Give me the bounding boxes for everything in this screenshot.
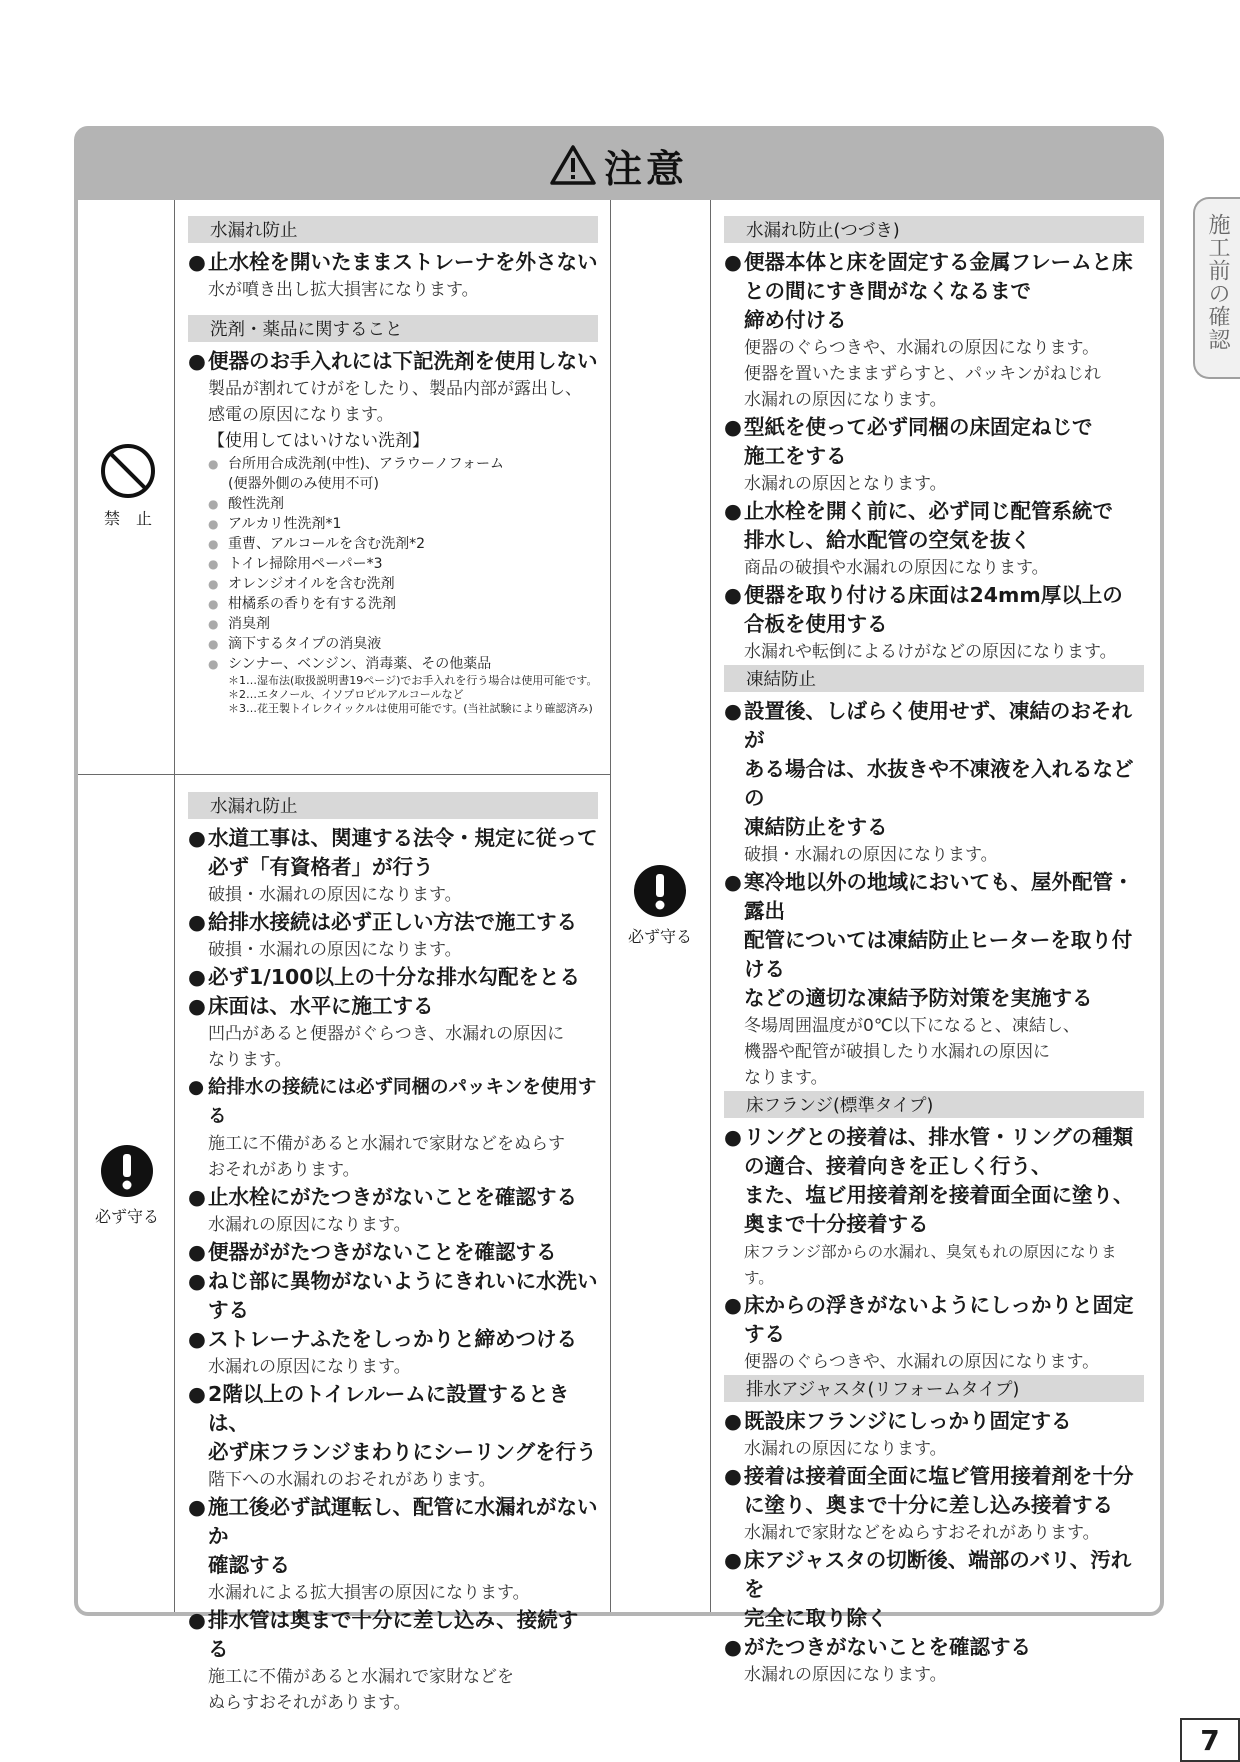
- caution-note: 商品の破損や水漏れの原因になります。: [744, 558, 1049, 578]
- section-tab-label: 施工前の確認: [1205, 213, 1230, 351]
- list-title: 【使用してはいけない洗剤】: [208, 431, 429, 451]
- caution-note: 感電の原因になります。: [208, 405, 394, 425]
- exclamation-icon: [633, 864, 687, 918]
- caution-item: ● 水道工事は、関連する法令・規定に従って: [188, 826, 598, 850]
- caution-item: ● 2階以上のトイレルームに設置するときは、: [188, 1382, 570, 1435]
- caution-note: 水漏れの原因になります。: [744, 390, 947, 410]
- caution-note: 便器のぐらつきや、水漏れの原因になります。: [744, 338, 1100, 358]
- list-item: ● トイレ掃除用ペーパー*3: [208, 556, 383, 572]
- caution-note: 施工に不備があると水漏れで家財などを: [208, 1667, 514, 1687]
- caution-note: 製品が割れてけがをしたり、製品内部が露出し、: [208, 379, 582, 399]
- section-heading: 水漏れ防止(つづき): [724, 216, 1144, 243]
- caution-note: 水漏れの原因になります。: [208, 1215, 411, 1235]
- caution-item: ● 床アジャスタの切断後、端部のバリ、汚れを: [724, 1548, 1132, 1601]
- caution-note: なります。: [208, 1050, 292, 1070]
- footnote: ＊2…エタノール、イソプロピルアルコールなど: [228, 688, 464, 701]
- caution-item: 奥まで十分接着する: [744, 1212, 929, 1236]
- caution-note: 施工に不備があると水漏れで家財などをぬらす: [208, 1134, 565, 1154]
- caution-item: 必ず床フランジまわりにシーリングを行う: [208, 1440, 597, 1464]
- list-item: ● シンナー、ベンジン、消毒薬、その他薬品: [208, 656, 492, 672]
- caution-note: ぬらすおそれがあります。: [208, 1693, 411, 1713]
- section-heading: 水漏れ防止: [188, 216, 598, 243]
- caution-note: 水漏れの原因となります。: [744, 474, 947, 494]
- prohibit-label: 禁 止: [103, 509, 152, 528]
- list-item: ● 台所用合成洗剤(中性)、アラウーノフォーム: [208, 456, 504, 472]
- caution-item: ● 床からの浮きがないようにしっかりと固定する: [724, 1293, 1134, 1346]
- divider: [78, 774, 611, 775]
- caution-item: ● 止水栓を開く前に、必ず同じ配管系統で: [724, 499, 1113, 523]
- section-heading: 水漏れ防止: [188, 792, 598, 819]
- section-tab: [1193, 197, 1240, 379]
- caution-item: ● 便器ががたつきがないことを確認する: [188, 1240, 557, 1264]
- caution-item: ● 給排水の接続には必ず同梱のパッキンを使用する: [188, 1077, 597, 1127]
- list-item: ● 酸性洗剤: [208, 496, 284, 512]
- caution-note: 破損・水漏れの原因になります。: [208, 940, 462, 960]
- divider: [710, 200, 711, 1612]
- caution-note: 水漏れの原因になります。: [744, 1665, 947, 1685]
- caution-note: 破損・水漏れの原因になります。: [744, 845, 998, 865]
- caution-item: ● ストレーナふたをしっかりと締めつける: [188, 1327, 577, 1351]
- left-bottom-section: [188, 792, 598, 1716]
- mandatory-label: 必ず守る: [627, 927, 692, 946]
- mandatory-block: [615, 864, 705, 947]
- caution-item: などの適切な凍結予防対策を実施する: [744, 986, 1093, 1010]
- caution-item: に塗り、奥まで十分に差し込み接着する: [744, 1493, 1113, 1517]
- caution-item: の適合、接着向きを正しく行う、: [744, 1154, 1052, 1178]
- prohibit-icon: [99, 442, 157, 500]
- panel-title: 注意: [603, 146, 688, 191]
- caution-item: 完全に取り除く: [744, 1606, 888, 1630]
- caution-note: おそれがあります。: [208, 1160, 360, 1180]
- caution-item: ● 給排水接続は必ず正しい方法で施工する: [188, 910, 577, 934]
- exclamation-icon: [100, 1144, 154, 1198]
- caution-item: ● 便器を取り付ける床面は24mm厚以上の: [724, 583, 1123, 607]
- caution-note: 便器を置いたままずらすと、パッキンがねじれ: [744, 364, 1101, 384]
- caution-note: 凹凸があると便器がぐらつき、水漏れの原因に: [208, 1024, 565, 1044]
- caution-item: ● 接着は接着面全面に塩ビ管用接着剤を十分: [724, 1464, 1134, 1488]
- list-item: ● 柑橘系の香りを有する洗剤: [208, 596, 396, 612]
- caution-item: ● がたつきがないことを確認する: [724, 1635, 1031, 1659]
- caution-item: 締め付ける: [744, 308, 847, 332]
- footnote: ＊3…花王製トイレクイックルは使用可能です。(当社試験により確認済み): [228, 702, 593, 715]
- caution-note: 水漏れの原因になります。: [208, 1357, 411, 1377]
- caution-note: 機器や配管が破損したり水漏れの原因に: [744, 1042, 1050, 1062]
- mandatory-label: 必ず守る: [94, 1207, 159, 1226]
- caution-item: ● 便器本体と床を固定する金属フレームと床: [724, 250, 1133, 274]
- caution-item: ● 既設床フランジにしっかり固定する: [724, 1409, 1072, 1433]
- caution-note: 冬場周囲温度が0℃以下になると、凍結し、: [744, 1016, 1080, 1036]
- list-item: ● 重曹、アルコールを含む洗剤*2: [208, 536, 426, 552]
- caution-item: ● 床面は、水平に施工する: [188, 994, 434, 1018]
- caution-item: ● 排水管は奥まで十分に差し込み、接続する: [188, 1608, 579, 1661]
- caution-note: 水漏れによる拡大損害の原因になります。: [208, 1583, 530, 1603]
- list-item: ● アルカリ性洗剤*1: [208, 516, 342, 532]
- right-section: [724, 216, 1144, 1688]
- panel-header: [78, 130, 1160, 200]
- caution-item: ● 施工後必ず試運転し、配管に水漏れがないか: [188, 1495, 598, 1548]
- caution-item: 凍結防止をする: [744, 815, 888, 839]
- caution-item: ● 便器のお手入れには下記洗剤を使用しない: [188, 349, 598, 373]
- list-item: (便器外側のみ使用不可): [228, 476, 379, 492]
- section-heading: 排水アジャスタ(リフォームタイプ): [724, 1375, 1144, 1402]
- caution-note: 床フランジ部からの水漏れ、臭気もれの原因になります。: [744, 1243, 1117, 1287]
- page-number: 7: [1180, 1718, 1240, 1762]
- list-item: ● オレンジオイルを含む洗剤: [208, 576, 395, 592]
- caution-panel: [74, 126, 1164, 1713]
- caution-item: 確認する: [208, 1553, 290, 1577]
- left-top-section: [188, 216, 598, 716]
- caution-item: 配管については凍結防止ヒーターを取り付ける: [744, 928, 1133, 981]
- caution-item: ● ねじ部に異物がないようにきれいに水洗いする: [188, 1269, 598, 1322]
- caution-note: 水漏れや転倒によるけがなどの原因になります。: [744, 642, 1117, 662]
- caution-note: 便器のぐらつきや、水漏れの原因になります。: [744, 1352, 1100, 1372]
- caution-item: ある場合は、水抜きや不凍液を入れるなどの: [744, 757, 1134, 810]
- caution-item: 排水し、給水配管の空気を抜く: [744, 528, 1031, 552]
- caution-note: 破損・水漏れの原因になります。: [208, 885, 462, 905]
- caution-item: ● 必ず1/100以上の十分な排水勾配をとる: [188, 965, 581, 989]
- caution-item: また、塩ビ用接着剤を接着面全面に塗り、: [744, 1183, 1134, 1207]
- divider: [174, 200, 175, 1612]
- section-heading: 洗剤・薬品に関すること: [188, 315, 598, 342]
- section-heading: 凍結防止: [724, 665, 1144, 692]
- footnote: ＊1…湿布法(取扱説明書19ページ)でお手入れを行う場合は使用可能です。: [228, 674, 598, 687]
- warning-triangle-icon: [550, 144, 596, 186]
- caution-item: ● 止水栓にがたつきがないことを確認する: [188, 1185, 577, 1209]
- caution-item: ● 設置後、しばらく使用せず、凍結のおそれが: [724, 699, 1132, 752]
- caution-note: 水漏れの原因になります。: [744, 1439, 947, 1459]
- list-item: ● 滴下するタイプの消臭液: [208, 636, 382, 652]
- caution-item: 合板を使用する: [744, 612, 888, 636]
- caution-note: 水漏れで家財などをぬらすおそれがあります。: [744, 1523, 1100, 1543]
- caution-note: なります。: [744, 1068, 828, 1088]
- caution-item: ● リングとの接着は、排水管・リングの種類: [724, 1125, 1134, 1149]
- caution-item: ● 型紙を使って必ず同梱の床固定ねじで: [724, 415, 1093, 439]
- section-heading: 床フランジ(標準タイプ): [724, 1091, 1144, 1118]
- caution-item: との間にすき間がなくなるまで: [744, 279, 1031, 303]
- caution-item: 施工をする: [744, 444, 847, 468]
- mandatory-block: [84, 1144, 170, 1227]
- prohibit-block: [98, 442, 158, 529]
- list-item: ● 消臭剤: [208, 616, 270, 632]
- divider: [610, 200, 611, 1612]
- caution-note: 水が噴き出し拡大損害になります。: [208, 280, 479, 300]
- caution-item: ● 止水栓を開いたままストレーナを外さない: [188, 250, 598, 274]
- caution-item: 必ず「有資格者」が行う: [208, 855, 434, 879]
- caution-item: ● 寒冷地以外の地域においても、屋外配管・露出: [724, 870, 1134, 923]
- caution-note: 階下への水漏れのおそれがあります。: [208, 1470, 496, 1490]
